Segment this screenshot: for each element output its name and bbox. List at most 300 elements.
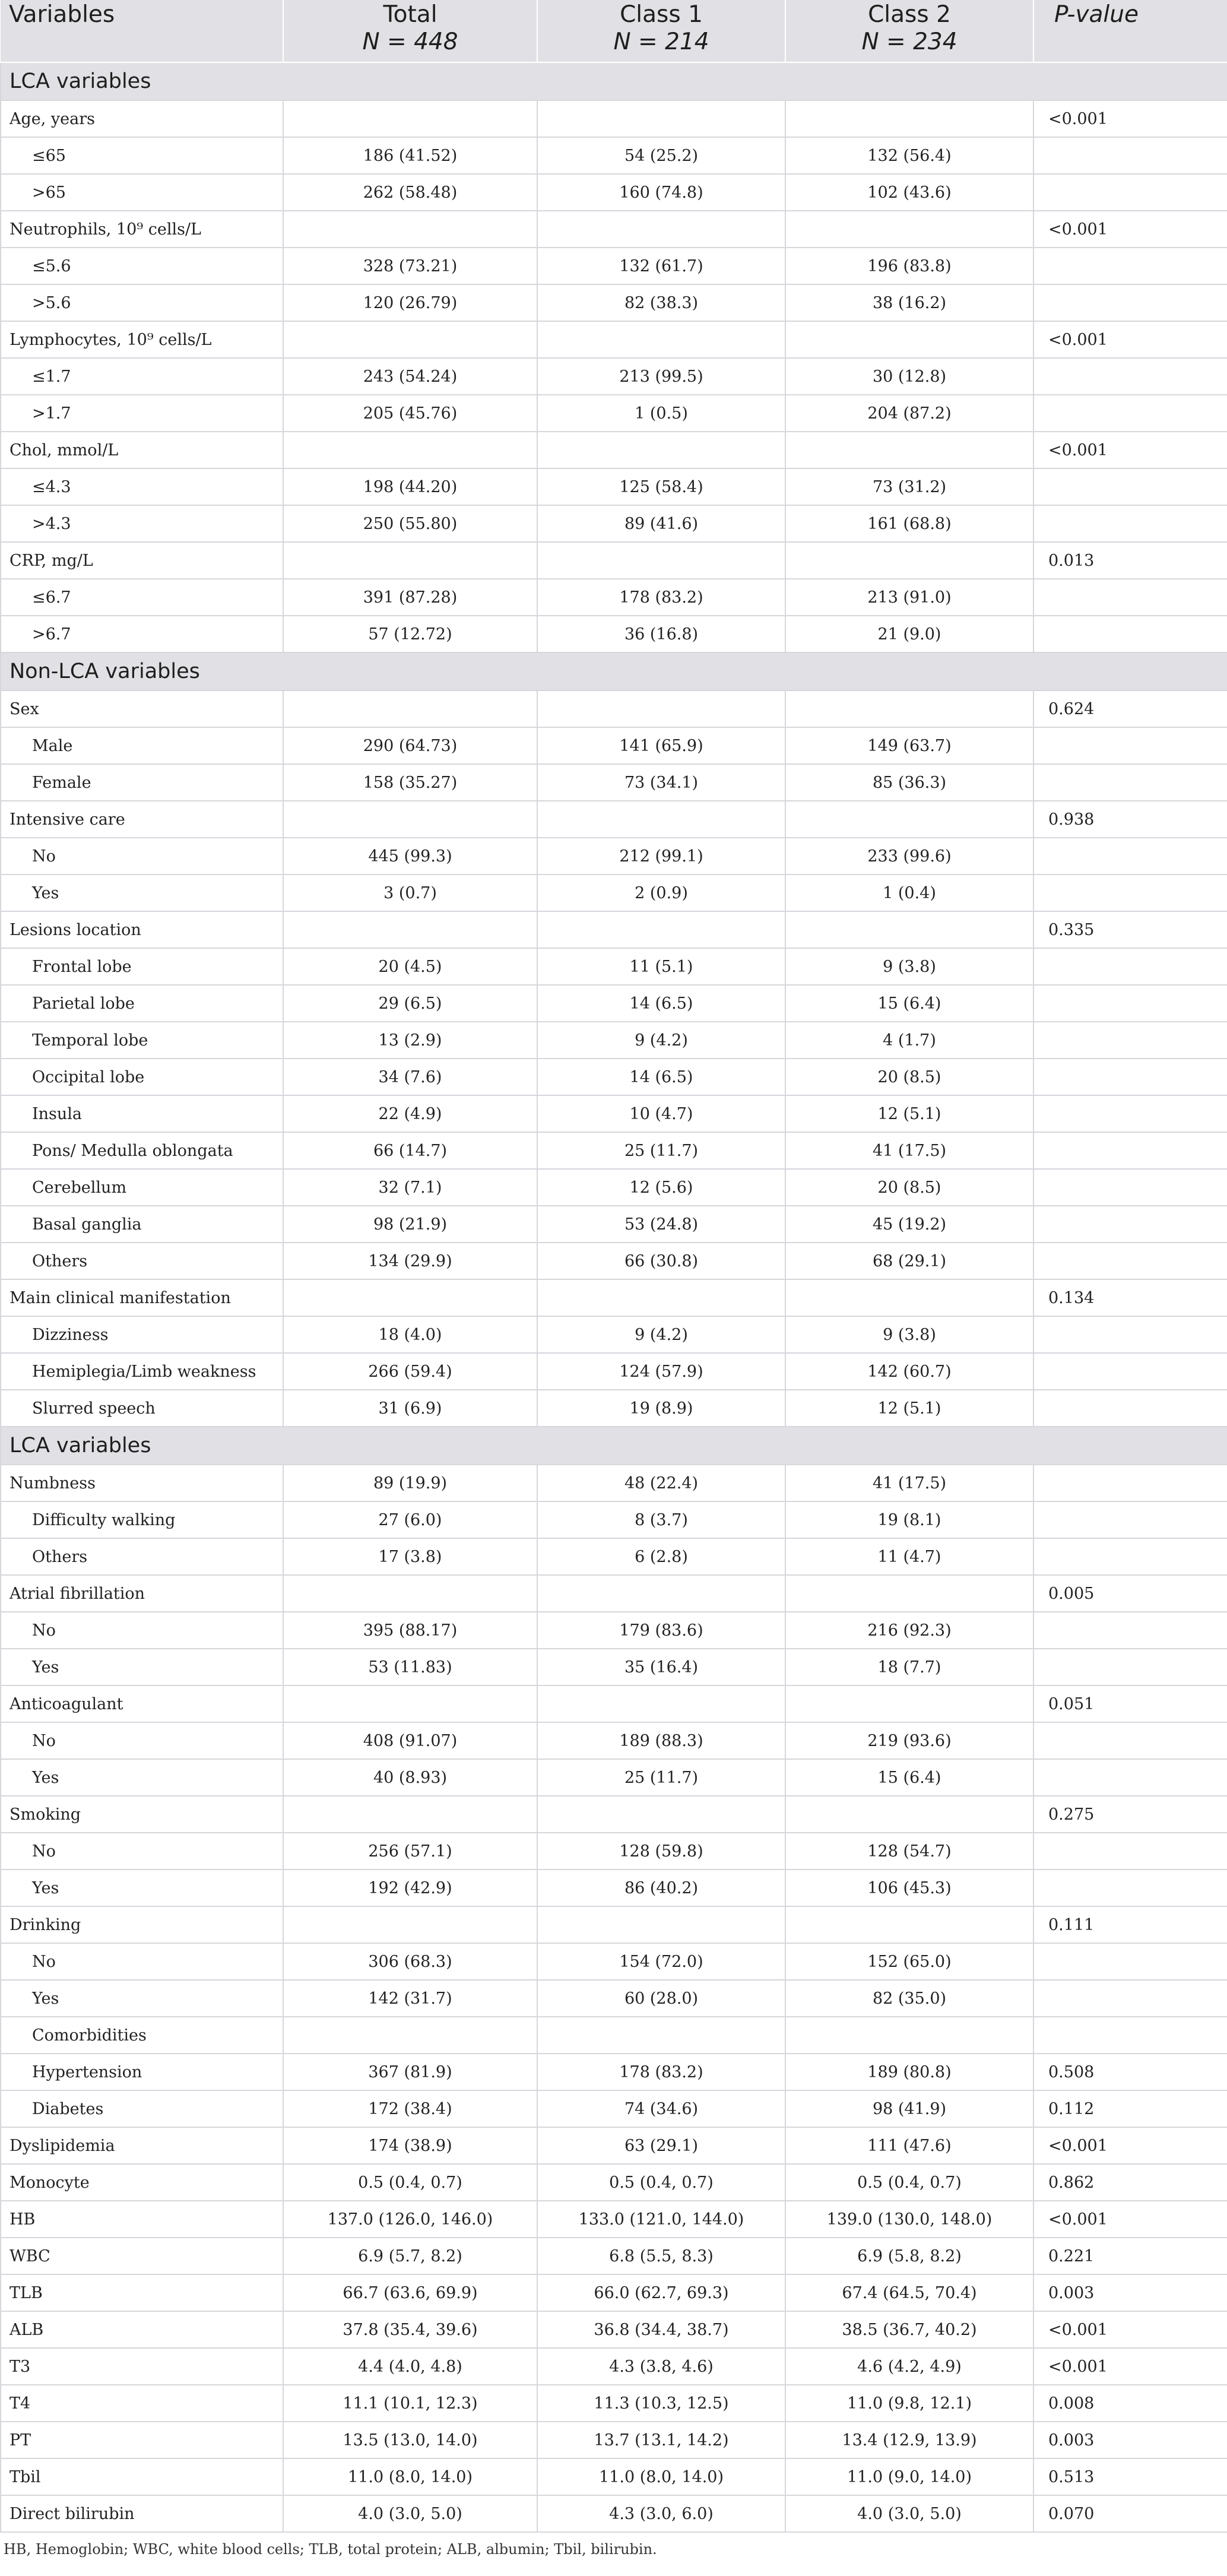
class-2-cell: 196 (83.8) bbox=[785, 248, 1033, 284]
class-2-cell: 0.5 (0.4, 0.7) bbox=[785, 2164, 1033, 2201]
class-2-cell: 12 (5.1) bbox=[785, 1095, 1033, 1132]
total-cell bbox=[283, 1575, 537, 1612]
table-header bbox=[1, 0, 1227, 62]
table-row bbox=[1, 874, 1227, 911]
table-row bbox=[1, 1132, 1227, 1169]
table-row bbox=[1, 1390, 1227, 1427]
class-2-cell: 219 (93.6) bbox=[785, 1722, 1033, 1759]
class-2-cell bbox=[785, 100, 1033, 137]
table-row bbox=[1, 2311, 1227, 2348]
p-value-cell bbox=[1033, 1132, 1227, 1169]
total-cell bbox=[283, 801, 537, 838]
row-label: ≤1.7 bbox=[1, 358, 283, 395]
section-title: LCA variables bbox=[1, 62, 1227, 100]
class-2-cell: 204 (87.2) bbox=[785, 395, 1033, 432]
class-2-cell: 111 (47.6) bbox=[785, 2127, 1033, 2164]
row-label: No bbox=[1, 1612, 283, 1649]
p-value-cell bbox=[1033, 1169, 1227, 1206]
p-value-cell: <0.001 bbox=[1033, 2348, 1227, 2385]
class-2-cell: 216 (92.3) bbox=[785, 1612, 1033, 1649]
class-1-cell: 154 (72.0) bbox=[537, 1943, 785, 1980]
total-cell bbox=[283, 1906, 537, 1943]
total-cell: 266 (59.4) bbox=[283, 1353, 537, 1390]
p-value-cell: 0.938 bbox=[1033, 801, 1227, 838]
p-value-cell: <0.001 bbox=[1033, 100, 1227, 137]
total-cell: 57 (12.72) bbox=[283, 616, 537, 652]
class-2-cell: 21 (9.0) bbox=[785, 616, 1033, 652]
table-row bbox=[1, 2164, 1227, 2201]
table-row bbox=[1, 1206, 1227, 1243]
total-cell: 20 (4.5) bbox=[283, 948, 537, 985]
row-label: Numbness bbox=[1, 1465, 283, 1501]
total-cell: 66 (14.7) bbox=[283, 1132, 537, 1169]
total-cell: 4.0 (3.0, 5.0) bbox=[283, 2495, 537, 2532]
row-label: Yes bbox=[1, 1870, 283, 1906]
class-2-cell: 41 (17.5) bbox=[785, 1465, 1033, 1501]
class-2-cell bbox=[785, 690, 1033, 727]
class-1-cell: 160 (74.8) bbox=[537, 174, 785, 211]
class-2-cell: 152 (65.0) bbox=[785, 1943, 1033, 1980]
table-row bbox=[1, 948, 1227, 985]
total-cell: 13.5 (13.0, 14.0) bbox=[283, 2422, 537, 2458]
total-cell: 4.4 (4.0, 4.8) bbox=[283, 2348, 537, 2385]
class-1-cell bbox=[537, 911, 785, 948]
class-1-cell: 141 (65.9) bbox=[537, 727, 785, 764]
class-1-cell: 10 (4.7) bbox=[537, 1095, 785, 1132]
class-1-cell: 178 (83.2) bbox=[537, 2054, 785, 2090]
table-row bbox=[1, 1243, 1227, 1279]
total-cell: 34 (7.6) bbox=[283, 1059, 537, 1095]
p-value-cell: 0.003 bbox=[1033, 2422, 1227, 2458]
total-cell: 174 (38.9) bbox=[283, 2127, 537, 2164]
total-cell bbox=[283, 321, 537, 358]
row-label: >1.7 bbox=[1, 395, 283, 432]
class-1-cell: 213 (99.5) bbox=[537, 358, 785, 395]
total-cell: 32 (7.1) bbox=[283, 1169, 537, 1206]
total-cell: 328 (73.21) bbox=[283, 248, 537, 284]
total-cell: 18 (4.0) bbox=[283, 1316, 537, 1353]
table-row bbox=[1, 1833, 1227, 1870]
total-cell: 391 (87.28) bbox=[283, 579, 537, 616]
section-header-row bbox=[1, 652, 1227, 690]
row-label: Slurred speech bbox=[1, 1390, 283, 1427]
p-value-cell bbox=[1033, 764, 1227, 801]
row-label: >6.7 bbox=[1, 616, 283, 652]
total-cell: 6.9 (5.7, 8.2) bbox=[283, 2238, 537, 2274]
p-value-cell bbox=[1033, 1833, 1227, 1870]
class-1-cell bbox=[537, 1575, 785, 1612]
row-label: >65 bbox=[1, 174, 283, 211]
table-row bbox=[1, 2274, 1227, 2311]
variable-group-row bbox=[1, 211, 1227, 248]
p-value-cell bbox=[1033, 1022, 1227, 1059]
row-label: Basal ganglia bbox=[1, 1206, 283, 1243]
p-value-cell bbox=[1033, 1722, 1227, 1759]
row-label: Frontal lobe bbox=[1, 948, 283, 985]
class-1-cell: 14 (6.5) bbox=[537, 985, 785, 1022]
class-1-cell: 74 (34.6) bbox=[537, 2090, 785, 2127]
p-value-cell bbox=[1033, 248, 1227, 284]
class-2-cell: 128 (54.7) bbox=[785, 1833, 1033, 1870]
p-value-cell: 0.051 bbox=[1033, 1685, 1227, 1722]
class-1-cell: 19 (8.9) bbox=[537, 1390, 785, 1427]
p-value-cell bbox=[1033, 1059, 1227, 1095]
class-1-cell bbox=[537, 321, 785, 358]
section-title: LCA variables bbox=[1, 1427, 1227, 1465]
row-label: Hemiplegia/Limb weakness bbox=[1, 1353, 283, 1390]
row-label: ≤5.6 bbox=[1, 248, 283, 284]
p-value-cell bbox=[1033, 505, 1227, 542]
class-1-cell: 13.7 (13.1, 14.2) bbox=[537, 2422, 785, 2458]
class-2-cell: 9 (3.8) bbox=[785, 1316, 1033, 1353]
table-row bbox=[1, 2127, 1227, 2164]
row-label: HB bbox=[1, 2201, 283, 2238]
row-label: Yes bbox=[1, 874, 283, 911]
header-p-value bbox=[1033, 0, 1227, 62]
p-value-cell: 0.070 bbox=[1033, 2495, 1227, 2532]
total-cell bbox=[283, 100, 537, 137]
class-2-cell bbox=[785, 432, 1033, 468]
p-value-cell bbox=[1033, 137, 1227, 174]
class-2-cell bbox=[785, 1796, 1033, 1833]
row-label: >4.3 bbox=[1, 505, 283, 542]
class-2-cell: 9 (3.8) bbox=[785, 948, 1033, 985]
class-1-cell bbox=[537, 1906, 785, 1943]
class-2-cell: 73 (31.2) bbox=[785, 468, 1033, 505]
table-row bbox=[1, 2348, 1227, 2385]
class-2-cell: 12 (5.1) bbox=[785, 1390, 1033, 1427]
class-1-cell: 11 (5.1) bbox=[537, 948, 785, 985]
total-cell bbox=[283, 1796, 537, 1833]
class-2-cell: 11 (4.7) bbox=[785, 1538, 1033, 1575]
row-label: Tbil bbox=[1, 2458, 283, 2495]
class-1-cell: 12 (5.6) bbox=[537, 1169, 785, 1206]
row-label: Insula bbox=[1, 1095, 283, 1132]
total-cell: 13 (2.9) bbox=[283, 1022, 537, 1059]
table-row bbox=[1, 248, 1227, 284]
total-cell bbox=[283, 211, 537, 248]
p-value-cell: 0.335 bbox=[1033, 911, 1227, 948]
class-2-cell: 189 (80.8) bbox=[785, 2054, 1033, 2090]
p-value-cell bbox=[1033, 874, 1227, 911]
header-class-2-label: Class 2 bbox=[868, 1, 951, 28]
row-label: No bbox=[1, 1722, 283, 1759]
total-cell: 40 (8.93) bbox=[283, 1759, 537, 1796]
table-row bbox=[1, 1022, 1227, 1059]
total-cell: 137.0 (126.0, 146.0) bbox=[283, 2201, 537, 2238]
table-row bbox=[1, 2385, 1227, 2422]
row-label: Occipital lobe bbox=[1, 1059, 283, 1095]
class-2-cell: 132 (56.4) bbox=[785, 137, 1033, 174]
p-value-cell bbox=[1033, 1943, 1227, 1980]
total-cell: 408 (91.07) bbox=[283, 1722, 537, 1759]
variable-name: Sex bbox=[1, 690, 283, 727]
total-cell: 53 (11.83) bbox=[283, 1649, 537, 1685]
class-2-cell: 38.5 (36.7, 40.2) bbox=[785, 2311, 1033, 2348]
total-cell: 256 (57.1) bbox=[283, 1833, 537, 1870]
table-row bbox=[1, 1612, 1227, 1649]
p-value-cell bbox=[1033, 1980, 1227, 2017]
class-2-cell: 106 (45.3) bbox=[785, 1870, 1033, 1906]
class-2-cell bbox=[785, 211, 1033, 248]
variable-group-row bbox=[1, 1685, 1227, 1722]
row-label: Yes bbox=[1, 1980, 283, 2017]
table-row bbox=[1, 1465, 1227, 1501]
row-label: Cerebellum bbox=[1, 1169, 283, 1206]
class-2-cell bbox=[785, 2017, 1033, 2054]
p-value-cell: 0.221 bbox=[1033, 2238, 1227, 2274]
p-value-cell bbox=[1033, 616, 1227, 652]
class-1-cell bbox=[537, 432, 785, 468]
class-2-cell bbox=[785, 321, 1033, 358]
table-row bbox=[1, 358, 1227, 395]
row-label: ≤65 bbox=[1, 137, 283, 174]
variable-name: Comorbidities bbox=[1, 2017, 283, 2054]
header-class-1-label: Class 1 bbox=[620, 1, 703, 28]
total-cell: 306 (68.3) bbox=[283, 1943, 537, 1980]
p-value-cell: <0.001 bbox=[1033, 2201, 1227, 2238]
variable-name: Drinking bbox=[1, 1906, 283, 1943]
class-1-cell: 53 (24.8) bbox=[537, 1206, 785, 1243]
total-cell: 0.5 (0.4, 0.7) bbox=[283, 2164, 537, 2201]
total-cell: 17 (3.8) bbox=[283, 1538, 537, 1575]
class-1-cell: 73 (34.1) bbox=[537, 764, 785, 801]
p-value-cell bbox=[1033, 838, 1227, 874]
variable-group-row bbox=[1, 542, 1227, 579]
total-cell bbox=[283, 1685, 537, 1722]
class-2-cell: 19 (8.1) bbox=[785, 1501, 1033, 1538]
variable-name: Anticoagulant bbox=[1, 1685, 283, 1722]
class-2-cell: 38 (16.2) bbox=[785, 284, 1033, 321]
total-cell bbox=[283, 690, 537, 727]
row-label: >5.6 bbox=[1, 284, 283, 321]
class-1-cell bbox=[537, 542, 785, 579]
table-row bbox=[1, 764, 1227, 801]
row-label: Others bbox=[1, 1538, 283, 1575]
row-label: Yes bbox=[1, 1759, 283, 1796]
class-2-cell: 20 (8.5) bbox=[785, 1059, 1033, 1095]
class-1-cell: 212 (99.1) bbox=[537, 838, 785, 874]
class-1-cell: 36.8 (34.4, 38.7) bbox=[537, 2311, 785, 2348]
p-value-cell: 0.275 bbox=[1033, 1796, 1227, 1833]
p-value-cell bbox=[1033, 985, 1227, 1022]
variable-group-row bbox=[1, 1575, 1227, 1612]
row-label: Hypertension bbox=[1, 2054, 283, 2090]
class-2-cell: 68 (29.1) bbox=[785, 1243, 1033, 1279]
class-2-cell: 1 (0.4) bbox=[785, 874, 1033, 911]
class-1-cell: 2 (0.9) bbox=[537, 874, 785, 911]
p-value-cell bbox=[1033, 1353, 1227, 1390]
class-2-cell bbox=[785, 1685, 1033, 1722]
class-1-cell: 8 (3.7) bbox=[537, 1501, 785, 1538]
table-body bbox=[1, 62, 1227, 2532]
header-class-2 bbox=[785, 0, 1033, 62]
row-label: Dyslipidemia bbox=[1, 2127, 283, 2164]
total-cell: 172 (38.4) bbox=[283, 2090, 537, 2127]
table-row bbox=[1, 2238, 1227, 2274]
class-1-cell bbox=[537, 1796, 785, 1833]
total-cell: 262 (58.48) bbox=[283, 174, 537, 211]
variable-group-row bbox=[1, 911, 1227, 948]
row-label: Diabetes bbox=[1, 2090, 283, 2127]
header-total bbox=[283, 0, 537, 62]
class-2-cell bbox=[785, 1279, 1033, 1316]
class-1-cell: 48 (22.4) bbox=[537, 1465, 785, 1501]
class-2-cell: 142 (60.7) bbox=[785, 1353, 1033, 1390]
total-cell: 11.0 (8.0, 14.0) bbox=[283, 2458, 537, 2495]
class-2-cell: 67.4 (64.5, 70.4) bbox=[785, 2274, 1033, 2311]
class-2-cell: 98 (41.9) bbox=[785, 2090, 1033, 2127]
class-1-cell bbox=[537, 2017, 785, 2054]
total-cell: 37.8 (35.4, 39.6) bbox=[283, 2311, 537, 2348]
class-1-cell: 0.5 (0.4, 0.7) bbox=[537, 2164, 785, 2201]
total-cell: 11.1 (10.1, 12.3) bbox=[283, 2385, 537, 2422]
variable-group-row bbox=[1, 321, 1227, 358]
row-label: ≤6.7 bbox=[1, 579, 283, 616]
p-value-cell bbox=[1033, 174, 1227, 211]
p-value-cell: <0.001 bbox=[1033, 321, 1227, 358]
class-1-cell: 4.3 (3.8, 4.6) bbox=[537, 2348, 785, 2385]
header-total-label: Total bbox=[383, 1, 437, 28]
class-2-cell: 15 (6.4) bbox=[785, 1759, 1033, 1796]
total-cell bbox=[283, 1279, 537, 1316]
row-label: ALB bbox=[1, 2311, 283, 2348]
class-1-cell: 133.0 (121.0, 144.0) bbox=[537, 2201, 785, 2238]
total-cell: 205 (45.76) bbox=[283, 395, 537, 432]
class-2-cell: 161 (68.8) bbox=[785, 505, 1033, 542]
class-2-cell bbox=[785, 1575, 1033, 1612]
class-1-cell: 9 (4.2) bbox=[537, 1316, 785, 1353]
class-1-cell: 125 (58.4) bbox=[537, 468, 785, 505]
row-label: Female bbox=[1, 764, 283, 801]
class-1-cell bbox=[537, 1279, 785, 1316]
class-2-cell: 45 (19.2) bbox=[785, 1206, 1033, 1243]
total-cell: 27 (6.0) bbox=[283, 1501, 537, 1538]
class-1-cell: 4.3 (3.0, 6.0) bbox=[537, 2495, 785, 2532]
class-1-cell: 14 (6.5) bbox=[537, 1059, 785, 1095]
class-1-cell: 66 (30.8) bbox=[537, 1243, 785, 1279]
table-row bbox=[1, 1722, 1227, 1759]
total-cell: 243 (54.24) bbox=[283, 358, 537, 395]
total-cell: 445 (99.3) bbox=[283, 838, 537, 874]
table-row bbox=[1, 2090, 1227, 2127]
class-1-cell: 11.0 (8.0, 14.0) bbox=[537, 2458, 785, 2495]
section-title: Non-LCA variables bbox=[1, 652, 1227, 690]
class-2-cell: 20 (8.5) bbox=[785, 1169, 1033, 1206]
table-row bbox=[1, 137, 1227, 174]
table-row bbox=[1, 505, 1227, 542]
class-1-cell: 86 (40.2) bbox=[537, 1870, 785, 1906]
table-row bbox=[1, 1538, 1227, 1575]
p-value-cell bbox=[1033, 468, 1227, 505]
p-value-cell bbox=[1033, 395, 1227, 432]
total-cell: 198 (44.20) bbox=[283, 468, 537, 505]
table-row bbox=[1, 616, 1227, 652]
class-1-cell bbox=[537, 1685, 785, 1722]
p-value-cell bbox=[1033, 1501, 1227, 1538]
class-2-cell bbox=[785, 1906, 1033, 1943]
variable-group-row bbox=[1, 1279, 1227, 1316]
total-cell: 98 (21.9) bbox=[283, 1206, 537, 1243]
class-2-cell: 30 (12.8) bbox=[785, 358, 1033, 395]
class-1-cell: 63 (29.1) bbox=[537, 2127, 785, 2164]
p-value-cell: <0.001 bbox=[1033, 432, 1227, 468]
total-cell: 3 (0.7) bbox=[283, 874, 537, 911]
class-1-cell: 54 (25.2) bbox=[537, 137, 785, 174]
total-cell: 66.7 (63.6, 69.9) bbox=[283, 2274, 537, 2311]
variable-group-row bbox=[1, 1796, 1227, 1833]
class-2-cell: 11.0 (9.0, 14.0) bbox=[785, 2458, 1033, 2495]
class-2-cell: 13.4 (12.9, 13.9) bbox=[785, 2422, 1033, 2458]
total-cell: 367 (81.9) bbox=[283, 2054, 537, 2090]
p-value-cell bbox=[1033, 1243, 1227, 1279]
p-value-cell bbox=[1033, 1759, 1227, 1796]
table-row bbox=[1, 1353, 1227, 1390]
table-row bbox=[1, 1501, 1227, 1538]
table-row bbox=[1, 1095, 1227, 1132]
table-row bbox=[1, 985, 1227, 1022]
variable-name: CRP, mg/L bbox=[1, 542, 283, 579]
row-label: No bbox=[1, 1943, 283, 1980]
class-2-cell: 139.0 (130.0, 148.0) bbox=[785, 2201, 1033, 2238]
header-class-2-n: N = 234 bbox=[861, 28, 957, 55]
class-2-cell: 15 (6.4) bbox=[785, 985, 1033, 1022]
p-value-cell bbox=[1033, 579, 1227, 616]
class-1-cell: 132 (61.7) bbox=[537, 248, 785, 284]
class-1-cell: 60 (28.0) bbox=[537, 1980, 785, 2017]
p-value-cell bbox=[1033, 948, 1227, 985]
table-row bbox=[1, 1759, 1227, 1796]
row-label: TLB bbox=[1, 2274, 283, 2311]
variable-name: Lymphocytes, 10⁹ cells/L bbox=[1, 321, 283, 358]
class-2-cell: 11.0 (9.8, 12.1) bbox=[785, 2385, 1033, 2422]
table-row bbox=[1, 1059, 1227, 1095]
total-cell bbox=[283, 542, 537, 579]
p-value-cell: 0.003 bbox=[1033, 2274, 1227, 2311]
p-value-cell: <0.001 bbox=[1033, 2311, 1227, 2348]
total-cell: 31 (6.9) bbox=[283, 1390, 537, 1427]
total-cell bbox=[283, 2017, 537, 2054]
table-row bbox=[1, 1169, 1227, 1206]
p-value-cell: <0.001 bbox=[1033, 2127, 1227, 2164]
class-1-cell bbox=[537, 801, 785, 838]
class-2-cell bbox=[785, 801, 1033, 838]
table-row bbox=[1, 284, 1227, 321]
total-cell: 134 (29.9) bbox=[283, 1243, 537, 1279]
class-2-cell bbox=[785, 542, 1033, 579]
p-value-cell: 0.008 bbox=[1033, 2385, 1227, 2422]
variable-name: Intensive care bbox=[1, 801, 283, 838]
row-label: Difficulty walking bbox=[1, 1501, 283, 1538]
p-value-cell bbox=[1033, 727, 1227, 764]
row-label: PT bbox=[1, 2422, 283, 2458]
row-label: Yes bbox=[1, 1649, 283, 1685]
row-label: Male bbox=[1, 727, 283, 764]
total-cell: 29 (6.5) bbox=[283, 985, 537, 1022]
class-1-cell: 82 (38.3) bbox=[537, 284, 785, 321]
class-2-cell: 4.0 (3.0, 5.0) bbox=[785, 2495, 1033, 2532]
variable-group-row bbox=[1, 690, 1227, 727]
variable-group-row bbox=[1, 2017, 1227, 2054]
p-value-cell bbox=[1033, 1465, 1227, 1501]
row-label: No bbox=[1, 838, 283, 874]
header-variables-label: Variables bbox=[9, 1, 115, 28]
table-row bbox=[1, 727, 1227, 764]
class-1-cell: 25 (11.7) bbox=[537, 1759, 785, 1796]
total-cell: 186 (41.52) bbox=[283, 137, 537, 174]
header-class-1-n: N = 214 bbox=[613, 28, 709, 55]
row-label: T4 bbox=[1, 2385, 283, 2422]
